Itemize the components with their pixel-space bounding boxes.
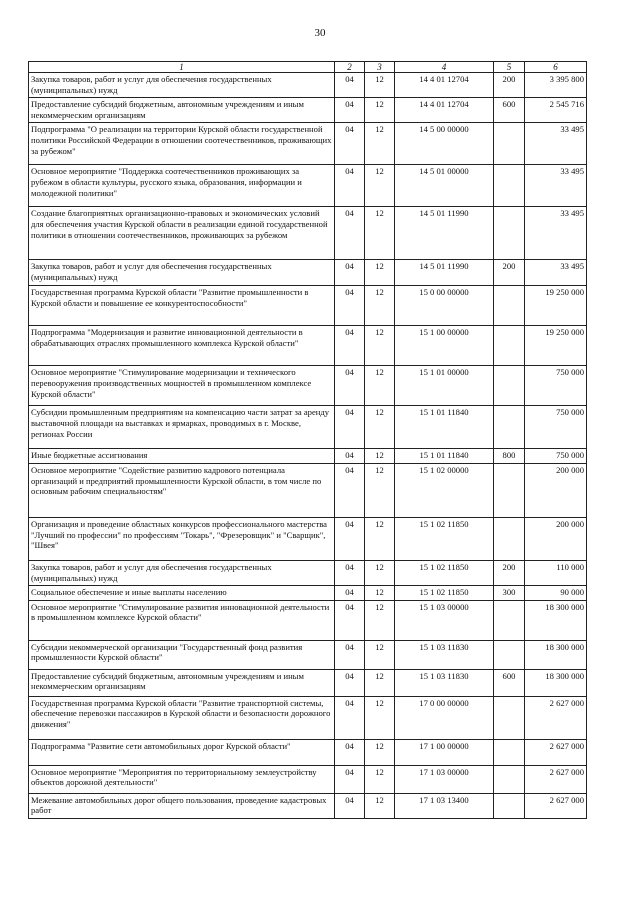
row-subsection: 12 [365, 669, 395, 696]
row-subsection: 12 [365, 207, 395, 260]
row-subsection: 12 [365, 326, 395, 366]
row-target-item: 15 1 02 00000 [395, 463, 494, 517]
row-subsection: 12 [365, 586, 395, 601]
page-number: 30 [314, 27, 326, 39]
row-amount: 3 395 800 [525, 73, 587, 98]
row-subsection: 12 [365, 165, 395, 207]
row-target-item: 14 4 01 12704 [395, 73, 494, 98]
row-subsection: 12 [365, 560, 395, 585]
row-name: Основное мероприятие "Содействие развитию кадрового потенциала организаций и предприятий промышленности Курской области, в том числе по основным рабочим специальностям" [29, 463, 335, 517]
row-target-item: 15 1 03 11830 [395, 640, 494, 669]
row-expense-type [494, 640, 525, 669]
row-expense-type [494, 207, 525, 260]
row-name: Субсидии промышленным предприятиям на компенсацию части затрат за аренду выставочной площади на выставках и ярмарках, проводимых в г. Москве, регионах России [29, 406, 335, 449]
row-section: 04 [335, 123, 365, 165]
row-name: Основное мероприятие "Стимулирование развития инновационной деятельности в промышленном комплексе Курской области" [29, 600, 335, 640]
table-row [29, 640, 587, 669]
row-amount: 110 000 [525, 560, 587, 585]
row-subsection: 12 [365, 286, 395, 326]
row-section: 04 [335, 165, 365, 207]
row-amount: 2 627 000 [525, 739, 587, 765]
row-section: 04 [335, 560, 365, 585]
row-subsection: 12 [365, 517, 395, 560]
row-expense-type [494, 286, 525, 326]
table-row [29, 326, 587, 366]
row-amount: 750 000 [525, 406, 587, 449]
table-row [29, 696, 587, 739]
column-header-section: 2 [335, 62, 365, 73]
row-subsection: 12 [365, 123, 395, 165]
row-expense-type [494, 696, 525, 739]
row-expense-type [494, 600, 525, 640]
row-section: 04 [335, 793, 365, 818]
row-subsection: 12 [365, 260, 395, 286]
row-target-item: 17 1 03 13400 [395, 793, 494, 818]
row-subsection: 12 [365, 463, 395, 517]
row-subsection: 12 [365, 449, 395, 464]
row-target-item: 14 5 01 11990 [395, 207, 494, 260]
row-target-item: 15 1 01 00000 [395, 366, 494, 406]
row-target-item: 14 4 01 12704 [395, 98, 494, 123]
table-row [29, 98, 587, 123]
row-section: 04 [335, 640, 365, 669]
table-row [29, 560, 587, 585]
row-expense-type [494, 793, 525, 818]
table-row [29, 449, 587, 464]
row-amount: 200 000 [525, 517, 587, 560]
table-row [29, 406, 587, 449]
row-target-item: 15 1 02 11850 [395, 560, 494, 585]
row-target-item: 15 1 01 11840 [395, 406, 494, 449]
row-section: 04 [335, 286, 365, 326]
row-expense-type [494, 517, 525, 560]
row-amount: 2 627 000 [525, 793, 587, 818]
row-name: Государственная программа Курской области "Развитие промышленности в Курской области и повышение ее конкурентоспособности" [29, 286, 335, 326]
row-amount: 750 000 [525, 449, 587, 464]
row-section: 04 [335, 406, 365, 449]
row-section: 04 [335, 366, 365, 406]
row-name: Иные бюджетные ассигнования [29, 449, 335, 464]
table-row [29, 586, 587, 601]
row-name: Предоставление субсидий бюджетным, автономным учреждениям и иным некоммерческим организациям [29, 669, 335, 696]
row-section: 04 [335, 765, 365, 793]
row-section: 04 [335, 207, 365, 260]
row-name: Субсидии некоммерческой организации "Государственный фонд развития промышленности Курской области" [29, 640, 335, 669]
row-name: Закупка товаров, работ и услуг для обеспечения государственных (муниципальных) нужд [29, 560, 335, 585]
row-amount: 2 627 000 [525, 765, 587, 793]
row-expense-type: 200 [494, 73, 525, 98]
row-section: 04 [335, 669, 365, 696]
column-header-amount: 6 [525, 62, 587, 73]
table-row [29, 793, 587, 818]
row-target-item: 14 5 01 00000 [395, 165, 494, 207]
row-section: 04 [335, 517, 365, 560]
row-expense-type [494, 406, 525, 449]
column-header-name: 1 [29, 62, 335, 73]
row-target-item: 14 5 00 00000 [395, 123, 494, 165]
budget-table [28, 61, 587, 819]
row-expense-type: 300 [494, 586, 525, 601]
row-subsection: 12 [365, 765, 395, 793]
row-amount: 33 495 [525, 207, 587, 260]
row-name: Основное мероприятие "Поддержка соотечественников проживающих за рубежом в области культуры, русского языка, образования, информации и молодежной политики" [29, 165, 335, 207]
column-header-subsection: 3 [365, 62, 395, 73]
row-section: 04 [335, 600, 365, 640]
row-amount: 33 495 [525, 260, 587, 286]
table-row [29, 517, 587, 560]
row-amount: 19 250 000 [525, 326, 587, 366]
row-expense-type [494, 165, 525, 207]
row-name: Основное мероприятие "Стимулирование модернизации и технического перевооружения производственных мощностей в промышленном комплексе Курской области" [29, 366, 335, 406]
table-row [29, 765, 587, 793]
row-section: 04 [335, 449, 365, 464]
row-subsection: 12 [365, 366, 395, 406]
table-row [29, 600, 587, 640]
row-expense-type [494, 326, 525, 366]
table-row [29, 123, 587, 165]
row-section: 04 [335, 260, 365, 286]
row-target-item: 15 1 01 11840 [395, 449, 494, 464]
row-section: 04 [335, 739, 365, 765]
row-name: Государственная программа Курской области "Развитие транспортной системы, обеспечение перевозки пассажиров в Курской области и безопасности дорожного движения" [29, 696, 335, 739]
row-amount: 90 000 [525, 586, 587, 601]
row-subsection: 12 [365, 600, 395, 640]
row-section: 04 [335, 98, 365, 123]
row-expense-type: 200 [494, 260, 525, 286]
row-section: 04 [335, 696, 365, 739]
column-header-expense-type: 5 [494, 62, 525, 73]
table-row [29, 463, 587, 517]
table-row [29, 366, 587, 406]
row-target-item: 15 1 02 11850 [395, 586, 494, 601]
row-amount: 2 545 716 [525, 98, 587, 123]
row-expense-type [494, 366, 525, 406]
header-row [29, 62, 587, 73]
row-expense-type: 200 [494, 560, 525, 585]
row-subsection: 12 [365, 739, 395, 765]
row-name: Закупка товаров, работ и услуг для обеспечения государственных (муниципальных) нужд [29, 73, 335, 98]
row-target-item: 15 1 00 00000 [395, 326, 494, 366]
row-name: Основное мероприятие "Мероприятия по территориальному землеустройству объектов дорожной деятельности" [29, 765, 335, 793]
row-name: Создание благоприятных организационно-правовых и экономических условий для обеспечения участия Курской области в реализации единой государственной политики в отношении соотечественников, проживающих за рубежом [29, 207, 335, 260]
row-subsection: 12 [365, 98, 395, 123]
table-row [29, 207, 587, 260]
row-subsection: 12 [365, 793, 395, 818]
row-amount: 18 300 000 [525, 640, 587, 669]
row-amount: 750 000 [525, 366, 587, 406]
row-name: Подпрограмма "Развитие сети автомобильных дорог Курской области" [29, 739, 335, 765]
row-subsection: 12 [365, 640, 395, 669]
row-section: 04 [335, 326, 365, 366]
row-expense-type [494, 463, 525, 517]
table-row [29, 260, 587, 286]
row-target-item: 17 0 00 00000 [395, 696, 494, 739]
table-row [29, 669, 587, 696]
row-expense-type [494, 739, 525, 765]
row-amount: 18 300 000 [525, 669, 587, 696]
row-name: Закупка товаров, работ и услуг для обеспечения государственных (муниципальных) нужд [29, 260, 335, 286]
row-target-item: 17 1 00 00000 [395, 739, 494, 765]
row-name: Предоставление субсидий бюджетным, автономным учреждениям и иным некоммерческим организациям [29, 98, 335, 123]
row-amount: 33 495 [525, 123, 587, 165]
row-expense-type [494, 123, 525, 165]
row-target-item: 15 0 00 00000 [395, 286, 494, 326]
row-name: Подпрограмма "Модернизация и развитие инновационной деятельности в обрабатывающих отраслях промышленного комплекса Курской области" [29, 326, 335, 366]
row-expense-type [494, 765, 525, 793]
row-expense-type: 800 [494, 449, 525, 464]
table-row [29, 73, 587, 98]
row-name: Подпрограмма "О реализации на территории Курской области государственной политики Российской Федерации в отношении соотечественников, проживающих за рубежом" [29, 123, 335, 165]
row-target-item: 14 5 01 11990 [395, 260, 494, 286]
table-row [29, 165, 587, 207]
row-name: Социальное обеспечение и иные выплаты населению [29, 586, 335, 601]
row-amount: 200 000 [525, 463, 587, 517]
row-target-item: 15 1 03 00000 [395, 600, 494, 640]
row-target-item: 17 1 03 00000 [395, 765, 494, 793]
row-amount: 2 627 000 [525, 696, 587, 739]
row-target-item: 15 1 03 11830 [395, 669, 494, 696]
row-subsection: 12 [365, 696, 395, 739]
row-amount: 33 495 [525, 165, 587, 207]
column-header-target-item: 4 [395, 62, 494, 73]
row-expense-type: 600 [494, 669, 525, 696]
table-row [29, 739, 587, 765]
row-name: Организация и проведение областных конкурсов профессионального мастерства "Лучший по профессии" по профессиям "Токарь", "Фрезеровщик" и "Сварщик", "Швея" [29, 517, 335, 560]
row-subsection: 12 [365, 73, 395, 98]
row-section: 04 [335, 586, 365, 601]
row-subsection: 12 [365, 406, 395, 449]
table-body [29, 73, 587, 819]
row-section: 04 [335, 463, 365, 517]
row-amount: 18 300 000 [525, 600, 587, 640]
row-amount: 19 250 000 [525, 286, 587, 326]
table-row [29, 286, 587, 326]
row-target-item: 15 1 02 11850 [395, 517, 494, 560]
row-expense-type: 600 [494, 98, 525, 123]
row-name: Межевание автомобильных дорог общего пользования, проведение кадастровых работ [29, 793, 335, 818]
row-section: 04 [335, 73, 365, 98]
